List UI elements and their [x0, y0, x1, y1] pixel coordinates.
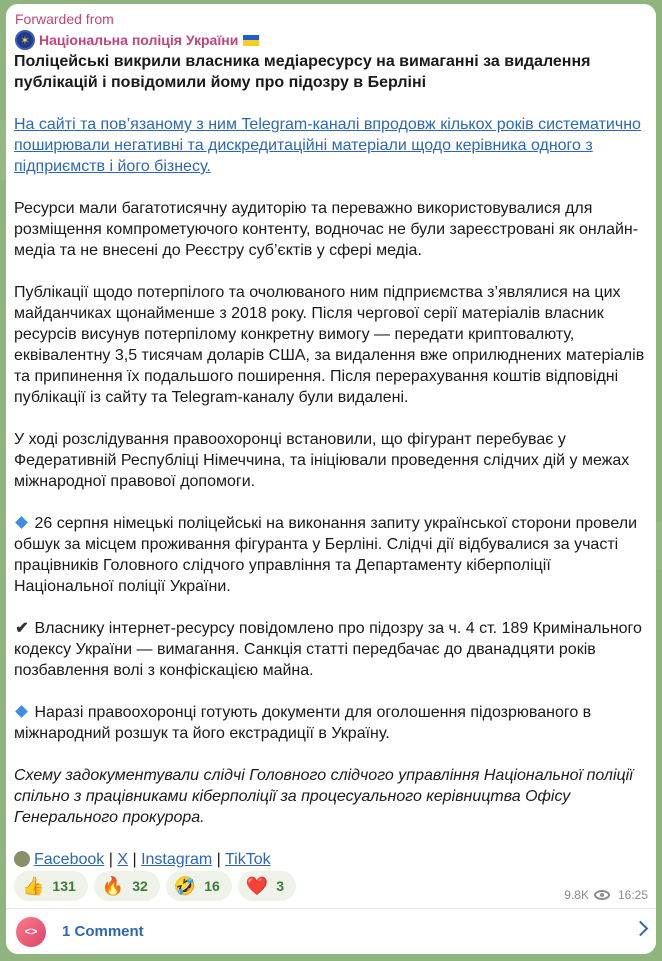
link-separator: |: [108, 851, 113, 868]
paragraph-2: Публікації щодо потерпілого та очолюваного ним підприємства з’являлися на цих майданчиках щонайменше з 2018 року. Після чергової серії матеріалів власник ресурсів висунув потерпілому конкретну вимогу — передати криптовалюту, еквівалентну 3,5 тисячам доларів США, за видалення вже оприлюднених матеріалів та припинення їх подальшого поширення. Після перерахування коштів відповідні публікації із сайту та Telegram-каналу були видалені.: [14, 284, 645, 406]
forwarded-channel[interactable]: [15, 30, 259, 50]
paragraph-6: [14, 702, 654, 744]
reaction-fire[interactable]: [94, 871, 160, 901]
fire-icon: 🔥: [101, 876, 125, 896]
message-time: 16:25: [617, 888, 648, 902]
reactions-bar: [14, 871, 296, 901]
reaction-heart[interactable]: [238, 871, 296, 901]
channel-avatar[interactable]: ✶: [15, 30, 35, 50]
reaction-count: 32: [132, 878, 148, 894]
eye-icon: [594, 890, 610, 900]
paragraph-5-text: Власнику інтернет-ресурсу повідомлено про підозру за ч. 4 ст. 189 Кримінального кодексу України — вимагання. Санкція статті передбачає до дванадцяти років позбавлення волі з конфіскацією майна.: [14, 620, 642, 679]
paragraph-4: [14, 513, 654, 597]
paragraph-6-text: Наразі правоохоронці готують документи для оголошення підозрюваного в міжнародний розшук та його екстрадиції в Україну.: [14, 704, 592, 742]
message-bubble[interactable]: [6, 4, 656, 954]
link-separator: |: [216, 851, 221, 868]
blue-diamond-icon: [15, 705, 28, 718]
paragraph-3: У ході розслідування правоохоронці встановили, що фігурант перебуває у Федеративній Республіці Німеччина, та ініціювали проведення слідчих дій у межах міжнародної правової допомоги.: [14, 431, 630, 490]
paragraph-7: Схему задокументували слідчі Головного слідчого управління Національної поліції спільно з працівниками кіберполіції за процесуального керівництва Офісу Генерального прокурора.: [14, 767, 633, 826]
reaction-count: 131: [52, 878, 76, 894]
tiktok-link[interactable]: TikTok: [224, 851, 271, 868]
paragraph-1: Ресурси мали багатотисячну аудиторію та переважно використовувалися для розміщення компрометуючого контенту, водночас не були зареєстровані як онлайн-медіа та не внесені до Реєстру суб’єктів у сфері медіа.: [14, 200, 639, 259]
comments-label: 1 Comment: [62, 923, 144, 940]
reaction-thumbs-up[interactable]: [14, 871, 88, 901]
reaction-count: 3: [276, 878, 284, 894]
facebook-link[interactable]: Facebook: [34, 851, 105, 868]
paragraph-5: [14, 618, 654, 681]
view-count: 9.8K: [564, 888, 589, 902]
reaction-count: 16: [204, 878, 220, 894]
comments-button[interactable]: [6, 909, 656, 954]
x-link[interactable]: X: [117, 851, 128, 868]
message-text: [14, 51, 654, 870]
forwarded-label: Forwarded from: [15, 11, 114, 27]
police-badge-icon: [14, 851, 30, 867]
heart-icon: ❤️: [245, 876, 269, 896]
chevron-right-icon: [633, 921, 649, 937]
instagram-link[interactable]: Instagram: [141, 851, 213, 868]
social-links: [14, 849, 654, 870]
reaction-rofl[interactable]: [166, 871, 232, 901]
commenter-avatar: <>: [16, 917, 46, 947]
intro-link[interactable]: На сайті та пов’язаному з ним Telegram-каналі впродовж кількох років систематично поширювали негативні та дискредитаційні матеріали щодо керівника одного з підприємств і його бізнесу.: [14, 116, 641, 175]
check-mark-icon: ✔: [15, 620, 29, 637]
blue-diamond-icon: [15, 516, 28, 529]
link-separator: |: [132, 851, 137, 868]
ukraine-flag-icon: [243, 35, 259, 46]
channel-name[interactable]: Національна поліція України: [39, 32, 239, 48]
thumbs-up-icon: 👍: [22, 876, 45, 896]
paragraph-4-text: 26 серпня німецькі поліцейські на виконання запиту української сторони провели обшук за місцем проживання фігуранта у Берліні. Слідчі дії відбувалися за участі працівників Головного слідчого управління та Департаменту кіберполіції Національної поліції України.: [14, 515, 638, 595]
message-meta: [564, 888, 648, 902]
post-title: Поліцейські викрили власника медіаресурсу на вимаганні за видалення публікацій і повідомили йому про підозру в Берліні: [14, 53, 591, 91]
rofl-icon: 🤣: [173, 876, 197, 896]
